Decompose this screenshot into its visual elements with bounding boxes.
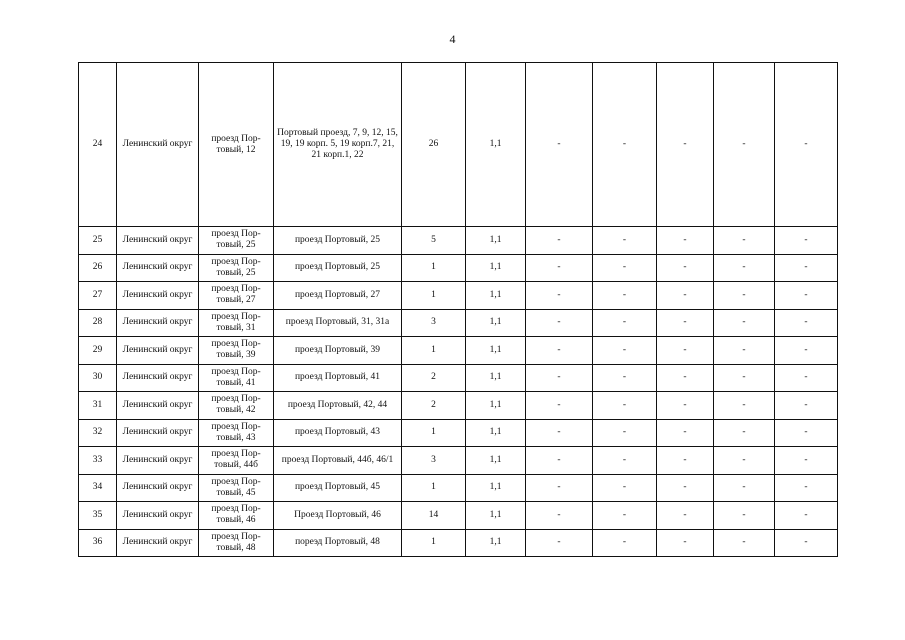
value-cell-7: - [526,474,593,502]
table-row [79,63,838,227]
value-cell-10: - [714,502,775,530]
value-cell-9: - [657,309,714,337]
value-cell-10: - [714,227,775,255]
value-cell-11: - [775,282,838,310]
value-cell-11: - [775,502,838,530]
value-cell-7: - [526,309,593,337]
served-addresses-cell: пореэд Портовый, 48 [274,529,402,557]
count-cell: 2 [402,392,466,420]
table-row [79,447,838,475]
row-number-cell: 26 [79,254,117,282]
count-cell: 5 [402,227,466,255]
count-cell: 26 [402,63,466,227]
count-cell: 1 [402,474,466,502]
address-cell: проезд Пор-товый, 31 [199,309,274,337]
value-cell-8: - [593,447,657,475]
coefficient-cell: 1,1 [466,63,526,227]
district-cell: Ленинский округ [117,337,199,365]
district-cell: Ленинский округ [117,419,199,447]
table-row [79,254,838,282]
value-cell-8: - [593,309,657,337]
value-cell-10: - [714,419,775,447]
value-cell-11: - [775,254,838,282]
served-addresses-cell: проезд Портовый, 25 [274,227,402,255]
table-row [79,227,838,255]
district-cell: Ленинский округ [117,309,199,337]
coefficient-cell: 1,1 [466,337,526,365]
district-cell: Ленинский округ [117,282,199,310]
count-cell: 3 [402,447,466,475]
coefficient-cell: 1,1 [466,309,526,337]
value-cell-8: - [593,474,657,502]
value-cell-7: - [526,227,593,255]
coefficient-cell: 1,1 [466,392,526,420]
district-cell: Ленинский округ [117,474,199,502]
table-row [79,309,838,337]
coefficient-cell: 1,1 [466,364,526,392]
district-cell: Ленинский округ [117,254,199,282]
value-cell-9: - [657,63,714,227]
value-cell-8: - [593,419,657,447]
coefficient-cell: 1,1 [466,447,526,475]
count-cell: 1 [402,419,466,447]
served-addresses-cell: проезд Портовый, 41 [274,364,402,392]
served-addresses-cell: Портовый проезд, 7, 9, 12, 15, 19, 19 корп. 5, 19 корп.7, 21, 21 корп.1, 22 [274,63,402,227]
address-cell: проезд Пор-товый, 12 [199,63,274,227]
coefficient-cell: 1,1 [466,282,526,310]
row-number-cell: 28 [79,309,117,337]
value-cell-10: - [714,447,775,475]
value-cell-8: - [593,63,657,227]
table-row [79,282,838,310]
coefficient-cell: 1,1 [466,502,526,530]
served-addresses-cell: проезд Портовый, 43 [274,419,402,447]
coefficient-cell: 1,1 [466,254,526,282]
district-cell: Ленинский округ [117,529,199,557]
value-cell-7: - [526,282,593,310]
table-row [79,419,838,447]
row-number-cell: 29 [79,337,117,365]
value-cell-10: - [714,392,775,420]
count-cell: 1 [402,254,466,282]
value-cell-7: - [526,392,593,420]
value-cell-11: - [775,529,838,557]
district-cell: Ленинский округ [117,502,199,530]
coefficient-cell: 1,1 [466,474,526,502]
value-cell-11: - [775,337,838,365]
value-cell-8: - [593,392,657,420]
row-number-cell: 36 [79,529,117,557]
value-cell-8: - [593,502,657,530]
value-cell-9: - [657,392,714,420]
district-cell: Ленинский округ [117,63,199,227]
district-cell: Ленинский округ [117,227,199,255]
value-cell-8: - [593,254,657,282]
table-row [79,502,838,530]
value-cell-9: - [657,337,714,365]
count-cell: 2 [402,364,466,392]
value-cell-9: - [657,364,714,392]
page-number: 4 [449,32,456,46]
value-cell-10: - [714,63,775,227]
value-cell-11: - [775,392,838,420]
value-cell-11: - [775,419,838,447]
value-cell-11: - [775,364,838,392]
coefficient-cell: 1,1 [466,529,526,557]
count-cell: 1 [402,337,466,365]
district-cell: Ленинский округ [117,447,199,475]
value-cell-9: - [657,447,714,475]
table-row [79,392,838,420]
table-row [79,529,838,557]
value-cell-10: - [714,282,775,310]
served-addresses-cell: проезд Портовый, 31, 31а [274,309,402,337]
value-cell-10: - [714,254,775,282]
row-number-cell: 32 [79,419,117,447]
served-addresses-cell: Проезд Портовый, 46 [274,502,402,530]
count-cell: 1 [402,282,466,310]
table-row [79,364,838,392]
value-cell-7: - [526,337,593,365]
address-cell: проезд Пор-товый, 44б [199,447,274,475]
served-addresses-cell: проезд Портовый, 42, 44 [274,392,402,420]
address-cell: проезд Пор-товый, 45 [199,474,274,502]
count-cell: 3 [402,309,466,337]
row-number-cell: 31 [79,392,117,420]
value-cell-11: - [775,227,838,255]
row-number-cell: 24 [79,63,117,227]
served-addresses-cell: проезд Портовый, 27 [274,282,402,310]
value-cell-7: - [526,63,593,227]
district-cell: Ленинский округ [117,364,199,392]
value-cell-8: - [593,364,657,392]
value-cell-8: - [593,337,657,365]
value-cell-11: - [775,63,838,227]
address-cell: проезд Пор-товый, 39 [199,337,274,365]
count-cell: 14 [402,502,466,530]
value-cell-8: - [593,529,657,557]
value-cell-11: - [775,474,838,502]
value-cell-7: - [526,364,593,392]
address-cell: проезд Пор-товый, 43 [199,419,274,447]
value-cell-9: - [657,419,714,447]
value-cell-11: - [775,447,838,475]
address-cell: проезд Пор-товый, 42 [199,392,274,420]
value-cell-9: - [657,529,714,557]
value-cell-10: - [714,529,775,557]
district-cell: Ленинский округ [117,392,199,420]
coefficient-cell: 1,1 [466,227,526,255]
address-cell: проезд Пор-товый, 41 [199,364,274,392]
address-cell: проезд Пор-товый, 25 [199,227,274,255]
value-cell-10: - [714,474,775,502]
row-number-cell: 30 [79,364,117,392]
value-cell-9: - [657,227,714,255]
address-cell: проезд Пор-товый, 25 [199,254,274,282]
value-cell-7: - [526,502,593,530]
count-cell: 1 [402,529,466,557]
value-cell-10: - [714,337,775,365]
value-cell-9: - [657,254,714,282]
served-addresses-cell: проезд Портовый, 45 [274,474,402,502]
row-number-cell: 35 [79,502,117,530]
parking-registry-table [78,62,838,557]
value-cell-8: - [593,227,657,255]
value-cell-7: - [526,447,593,475]
value-cell-10: - [714,309,775,337]
served-addresses-cell: проезд Портовый, 39 [274,337,402,365]
address-cell: проезд Пор-товый, 27 [199,282,274,310]
coefficient-cell: 1,1 [466,419,526,447]
served-addresses-cell: проезд Портовый, 44б, 46/1 [274,447,402,475]
row-number-cell: 33 [79,447,117,475]
value-cell-11: - [775,309,838,337]
row-number-cell: 34 [79,474,117,502]
row-number-cell: 27 [79,282,117,310]
value-cell-8: - [593,282,657,310]
value-cell-7: - [526,254,593,282]
value-cell-9: - [657,282,714,310]
value-cell-7: - [526,529,593,557]
table-body [79,63,838,557]
value-cell-10: - [714,364,775,392]
table-row [79,474,838,502]
row-number-cell: 25 [79,227,117,255]
address-cell: проезд Пор-товый, 48 [199,529,274,557]
table-row [79,337,838,365]
value-cell-7: - [526,419,593,447]
address-cell: проезд Пор-товый, 46 [199,502,274,530]
value-cell-9: - [657,502,714,530]
value-cell-9: - [657,474,714,502]
served-addresses-cell: проезд Портовый, 25 [274,254,402,282]
